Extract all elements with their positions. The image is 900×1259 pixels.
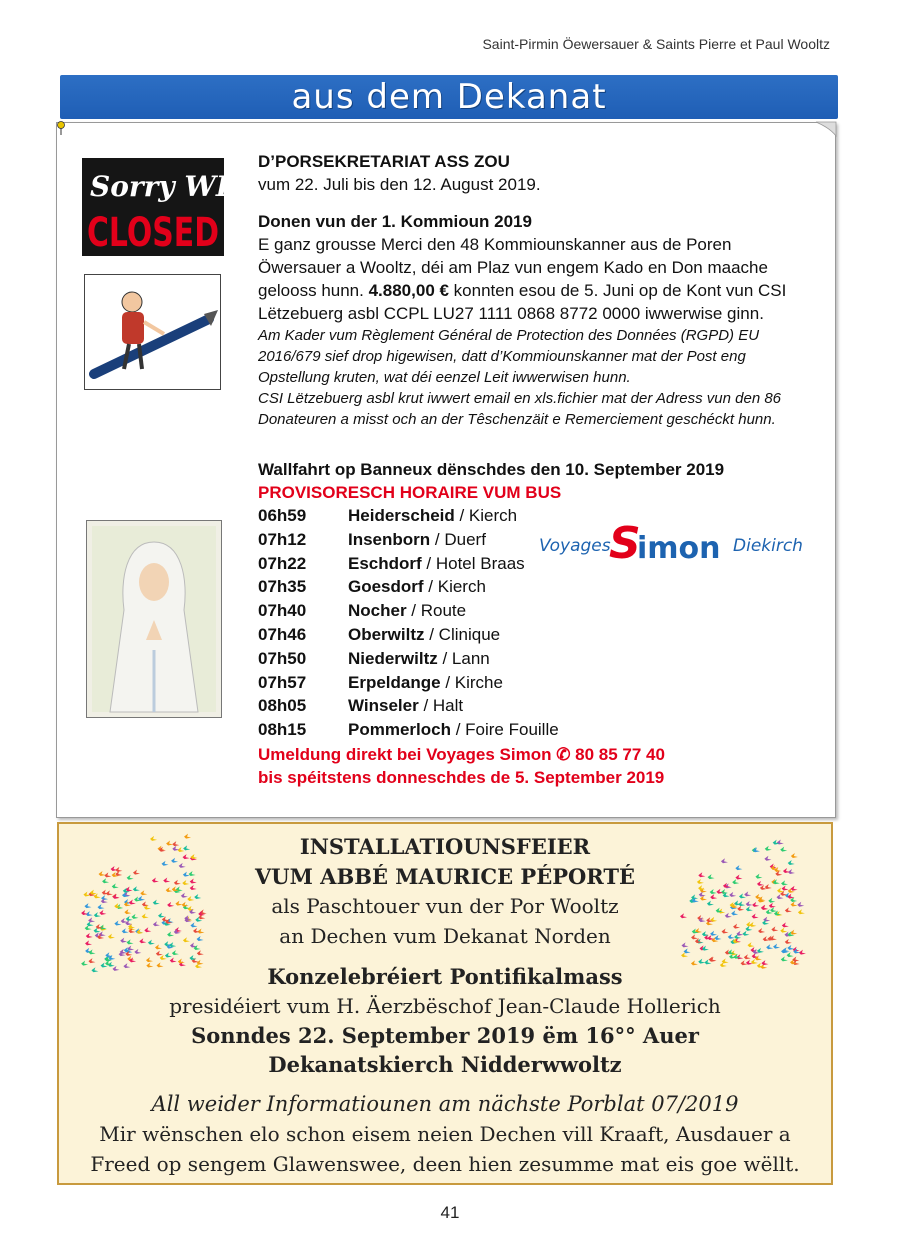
dove-mark: [81, 961, 88, 966]
dove-mark: [781, 956, 788, 961]
schedule-time: 08h15: [258, 720, 307, 740]
section-title: aus dem Dekanat: [291, 77, 607, 117]
schedule-row: [258, 718, 559, 742]
registration-line1: Umeldung direkt bei Voyages Simon ✆ 80 85 77 40: [258, 745, 665, 764]
dove-mark: [758, 928, 765, 933]
dove-mark: [197, 950, 204, 955]
dove-mark: [183, 937, 190, 942]
dove-mark: [699, 892, 706, 897]
installation-line1: als Paschtouer vun der Por Wooltz: [271, 894, 619, 918]
dove-mark: [133, 870, 140, 875]
dove-mark: [697, 879, 704, 884]
svg-text:Voyages: Voyages: [539, 536, 611, 556]
dove-mark: [174, 880, 181, 885]
dove-mark: [761, 960, 768, 965]
closed-sign-image: [82, 158, 291, 256]
dove-mark: [757, 881, 764, 886]
dove-mark: [158, 913, 165, 918]
dove-mark: [680, 913, 687, 918]
dove-mark: [765, 884, 772, 889]
dove-mark: [698, 872, 705, 877]
dove-mark: [682, 942, 689, 947]
dove-mark: [89, 949, 96, 954]
dove-mark: [770, 907, 777, 912]
dove-mark: [123, 963, 130, 968]
dove-mark: [752, 914, 759, 919]
dove-mark: [170, 958, 177, 963]
dove-mark: [791, 902, 798, 907]
dove-mark: [102, 878, 109, 883]
schedule-time: 07h46: [258, 624, 307, 644]
bus-schedule: [258, 504, 559, 742]
donation-note1: Am Kader vum Règlement Général de Protection des Données (RGPD) EU: [258, 327, 760, 344]
dove-mark: [698, 959, 705, 964]
dove-mark: [736, 954, 743, 959]
dove-mark: [197, 928, 204, 933]
dove-mark: [153, 900, 160, 905]
secretariat-section: [258, 150, 541, 196]
registration-line2: bis spéitstens donneschdes de 5. September 2019: [258, 768, 665, 787]
dove-mark: [120, 938, 127, 943]
dove-mark: [99, 910, 106, 915]
dove-mark: [194, 894, 201, 899]
dove-mark: [742, 931, 749, 936]
dove-mark: [737, 906, 744, 911]
dove-mark: [131, 914, 138, 919]
dove-mark: [156, 951, 163, 956]
dove-mark: [757, 948, 764, 953]
dove-mark: [167, 932, 174, 937]
schedule-time: 07h12: [258, 529, 307, 549]
running-header: Saint-Pirmin Öewersauer & Saints Pierre et Paul Wooltz: [482, 36, 830, 52]
schedule-row: [258, 671, 559, 695]
schedule-stop: Erpeldange / Kirche: [348, 672, 503, 692]
dove-mark: [126, 886, 133, 891]
page-curl-icon: [816, 122, 836, 142]
dove-mark: [769, 903, 776, 908]
dove-mark: [785, 907, 792, 912]
dove-mark: [707, 901, 714, 906]
dove-mark: [142, 901, 149, 906]
dove-mark: [765, 846, 772, 851]
schedule-row: [258, 552, 559, 576]
schedule-time: 07h57: [258, 672, 307, 692]
dove-mark: [163, 878, 170, 883]
closed-sign-top-text: Sorry WE'RE: [90, 170, 291, 203]
dove-church-left-image: [76, 832, 206, 972]
dove-mark: [732, 879, 739, 884]
dove-mark: [142, 913, 149, 918]
dove-mark: [104, 872, 111, 877]
dove-mark: [88, 917, 95, 922]
installation-title1: INSTALLATIOUNSFEIER: [299, 834, 591, 859]
dove-mark: [190, 922, 197, 927]
dove-mark: [749, 922, 756, 927]
dove-mark: [782, 922, 789, 927]
donation-line1: E ganz grousse Merci den 48 Kommiounskanner aus de Poren: [258, 235, 732, 254]
donation-line2: Öwersauer a Wooltz, déi am Plaz vun engem Kado en Don maache: [258, 258, 768, 277]
dove-mark: [140, 890, 147, 895]
dove-mark: [755, 874, 762, 879]
dove-mark: [101, 895, 108, 900]
dove-mark: [94, 893, 101, 898]
dove-mark: [791, 886, 798, 891]
dove-mark: [781, 880, 788, 885]
dove-mark: [146, 957, 153, 962]
registration-info: [258, 743, 665, 789]
dove-mark: [691, 960, 698, 965]
dove-mark: [153, 921, 160, 926]
schedule-time: 06h59: [258, 506, 307, 525]
dove-mark: [728, 934, 735, 939]
dove-mark: [747, 942, 754, 947]
dove-mark: [146, 962, 153, 967]
dove-mark: [698, 885, 705, 890]
voyages-simon-logo: [537, 518, 807, 568]
dove-mark: [735, 874, 742, 879]
dove-mark: [780, 928, 787, 933]
dove-mark: [787, 952, 794, 957]
dove-mark: [744, 891, 751, 896]
dove-mark: [171, 858, 178, 863]
dove-mark: [725, 913, 732, 918]
dove-mark: [138, 896, 145, 901]
dove-mark: [127, 875, 134, 880]
dove-mark: [729, 892, 736, 897]
dove-mark: [197, 936, 204, 941]
dove-mark: [738, 901, 745, 906]
dove-mark: [798, 909, 805, 914]
dove-mark: [166, 840, 173, 845]
dove-mark: [133, 886, 140, 891]
dove-mark: [746, 901, 753, 906]
dove-mark: [155, 944, 162, 949]
writer-cartoon-image: [84, 274, 221, 390]
pilgrimage-header: [258, 458, 724, 504]
installation-wish1: Mir wënschen elo schon eisem neien Dechen vill Kraaft, Ausdauer a: [99, 1122, 791, 1146]
svg-text:imon: imon: [637, 531, 721, 566]
schedule-stop: Winseler / Halt: [348, 696, 464, 716]
dove-mark: [731, 910, 738, 915]
dove-mark: [782, 885, 789, 890]
dove-mark: [197, 960, 204, 965]
schedule-stop: Heiderscheid / Kierch: [348, 506, 518, 525]
dove-mark: [177, 847, 184, 852]
schedule-stop: Insenborn / Duerf: [348, 529, 486, 549]
dove-mark: [714, 935, 721, 940]
schedule-row: [258, 504, 559, 528]
dove-mark: [189, 871, 196, 876]
dove-mark: [755, 955, 762, 960]
dove-mark: [710, 889, 717, 894]
dove-mark: [182, 880, 189, 885]
dove-mark: [86, 933, 93, 938]
schedule-time: 07h40: [258, 601, 307, 621]
dove-mark: [190, 878, 197, 883]
installation-church: Dekanatskierch Nidderwwoltz: [268, 1052, 622, 1077]
pin-icon: [56, 121, 66, 135]
dove-mark: [167, 902, 174, 907]
dove-mark: [172, 841, 179, 846]
schedule-time: 07h35: [258, 577, 307, 597]
dove-mark: [139, 938, 146, 943]
dove-mark: [733, 924, 740, 929]
dove-mark: [122, 928, 129, 933]
dove-mark: [184, 834, 191, 839]
dove-mark: [84, 903, 91, 908]
schedule-row: [258, 694, 559, 718]
dove-mark: [183, 854, 190, 859]
dove-mark: [787, 945, 794, 950]
dove-mark: [764, 856, 771, 861]
dove-mark: [144, 927, 151, 932]
dove-mark: [799, 950, 806, 955]
dove-mark: [114, 921, 121, 926]
dove-mark: [710, 894, 717, 899]
schedule-stop: Pommerloch / Foire Fouille: [348, 720, 559, 740]
donation-amount: 4.880,00 €: [368, 281, 449, 300]
secretariat-dates: vum 22. Juli bis den 12. August 2019.: [258, 175, 541, 194]
pilgrimage-title: Wallfahrt op Banneux dënschdes den 10. September 2019: [258, 460, 725, 479]
dove-mark: [780, 847, 787, 852]
installation-presided: presidéiert vum H. Äerzbëschof Jean-Claude Hollerich: [169, 994, 721, 1018]
dove-mark: [708, 874, 715, 879]
dove-mark: [763, 917, 770, 922]
dove-mark: [797, 902, 804, 907]
dove-mark: [788, 869, 795, 874]
dove-mark: [721, 858, 728, 863]
dove-mark: [773, 944, 780, 949]
svg-text:S: S: [609, 518, 641, 569]
dove-mark: [175, 901, 182, 906]
installation-mass: Konzelebréiert Pontifikalmass: [267, 964, 623, 989]
dove-mark: [722, 958, 729, 963]
secretariat-title: D’PORSEKRETARIAT ASS ZOU: [258, 152, 510, 171]
dove-mark: [179, 863, 186, 868]
dove-mark: [744, 954, 751, 959]
dove-mark: [162, 861, 169, 866]
dove-mark: [108, 934, 115, 939]
dove-mark: [165, 952, 172, 957]
dove-mark: [788, 860, 795, 865]
dove-mark: [115, 867, 122, 872]
dove-mark: [126, 916, 133, 921]
dove-mark: [187, 896, 194, 901]
dove-mark: [791, 853, 798, 858]
closed-sign-bottom-text: CLOSED: [87, 210, 219, 256]
dove-mark: [98, 904, 105, 909]
dove-mark: [106, 890, 113, 895]
schedule-stop: Eschdorf / Hotel Braas: [348, 553, 525, 573]
schedule-row: [258, 528, 559, 552]
dove-mark: [134, 949, 141, 954]
donation-line4: Lëtzebuerg asbl CCPL LU27 1111 0868 8772 0000 iwwerwise ginn.: [258, 304, 764, 323]
dove-mark: [124, 909, 131, 914]
dove-mark: [112, 883, 119, 888]
dove-mark: [194, 945, 201, 950]
dove-mark: [771, 926, 778, 931]
dove-mark: [115, 871, 122, 876]
dove-mark: [735, 865, 742, 870]
dove-mark: [91, 967, 98, 972]
schedule-stop: Oberwiltz / Clinique: [348, 624, 501, 644]
dove-mark: [85, 940, 92, 945]
dove-mark: [721, 889, 728, 894]
schedule-time: 07h50: [258, 648, 307, 668]
dove-mark: [169, 942, 176, 947]
dove-mark: [183, 845, 190, 850]
schedule-row: [258, 599, 559, 623]
section-banner: [60, 75, 838, 119]
schedule-row: [258, 647, 559, 671]
dove-mark: [790, 930, 797, 935]
dove-mark: [190, 885, 197, 890]
dove-mark: [691, 934, 698, 939]
schedule-row: [258, 623, 559, 647]
dove-mark: [752, 902, 759, 907]
schedule-stop: Nocher / Route: [348, 601, 467, 621]
dove-mark: [172, 950, 179, 955]
schedule-stop: Niederwiltz / Lann: [348, 648, 490, 668]
schedule-row: [258, 575, 559, 599]
dove-mark: [181, 893, 188, 898]
dove-mark: [150, 836, 157, 841]
dove-mark: [785, 939, 792, 944]
dove-mark: [722, 929, 729, 934]
installation-date: Sonndes 22. September 2019 ëm 16°° Auer: [191, 1023, 699, 1048]
schedule-time: 08h05: [258, 696, 307, 716]
donation-note2: 2016/679 sief drop higewisen, datt d’Kommiounskanner mat der Post eng: [258, 348, 746, 365]
donation-line3: gelooss hunn. 4.880,00 € konnten esou de 5. Juni op de Kont vun CSI: [258, 281, 787, 300]
installation-info: All weider Informatiounen am nächste Porblat 07/2019: [151, 1092, 739, 1116]
dove-mark: [88, 958, 95, 963]
installation-line2: an Dechen vum Dekanat Norden: [279, 924, 611, 948]
donation-section: [258, 210, 786, 430]
svg-text:Diekirch: Diekirch: [733, 536, 803, 556]
donation-title: Donen vun der 1. Kommioun 2019: [258, 212, 532, 231]
dove-mark: [710, 931, 717, 936]
dove-mark: [182, 902, 189, 907]
dove-mark: [746, 906, 753, 911]
pilgrimage-subtitle: PROVISORESCH HORAIRE VUM BUS: [258, 483, 562, 502]
page-number: 41: [440, 1203, 460, 1222]
dove-mark: [156, 962, 163, 967]
dove-mark: [127, 939, 134, 944]
dove-mark: [187, 906, 194, 911]
virgin-mary-image: [86, 520, 222, 718]
dove-mark: [166, 887, 173, 892]
installation-wish2: Freed op sengem Glawenswee, deen hien zesumme mat eis goe wëllt.: [90, 1152, 800, 1176]
dove-mark: [189, 955, 196, 960]
dove-mark: [148, 940, 155, 945]
dove-mark: [152, 877, 159, 882]
donation-note3: Opstellung kruten, wat déi eenzel Leit iwwerwisen hunn.: [258, 369, 631, 386]
donation-note4: CSI Lëtzebuerg asbl krut iwwert email en xls.fichier mat der Adress vun den 86: [258, 390, 782, 407]
dove-mark: [768, 898, 775, 903]
dove-mark: [113, 894, 120, 899]
schedule-time: 07h22: [258, 553, 307, 573]
dove-church-right-image: [676, 832, 806, 972]
dove-mark: [178, 958, 185, 963]
donation-note5: Donateuren a misst och an der Têschenzäit e Remerciement geschéckt hunn.: [258, 411, 776, 428]
dove-mark: [112, 966, 119, 971]
installation-title2: VUM ABBÉ MAURICE PÉPORTÉ: [254, 864, 636, 889]
schedule-stop: Goesdorf / Kierch: [348, 577, 486, 597]
dove-mark: [766, 944, 773, 949]
